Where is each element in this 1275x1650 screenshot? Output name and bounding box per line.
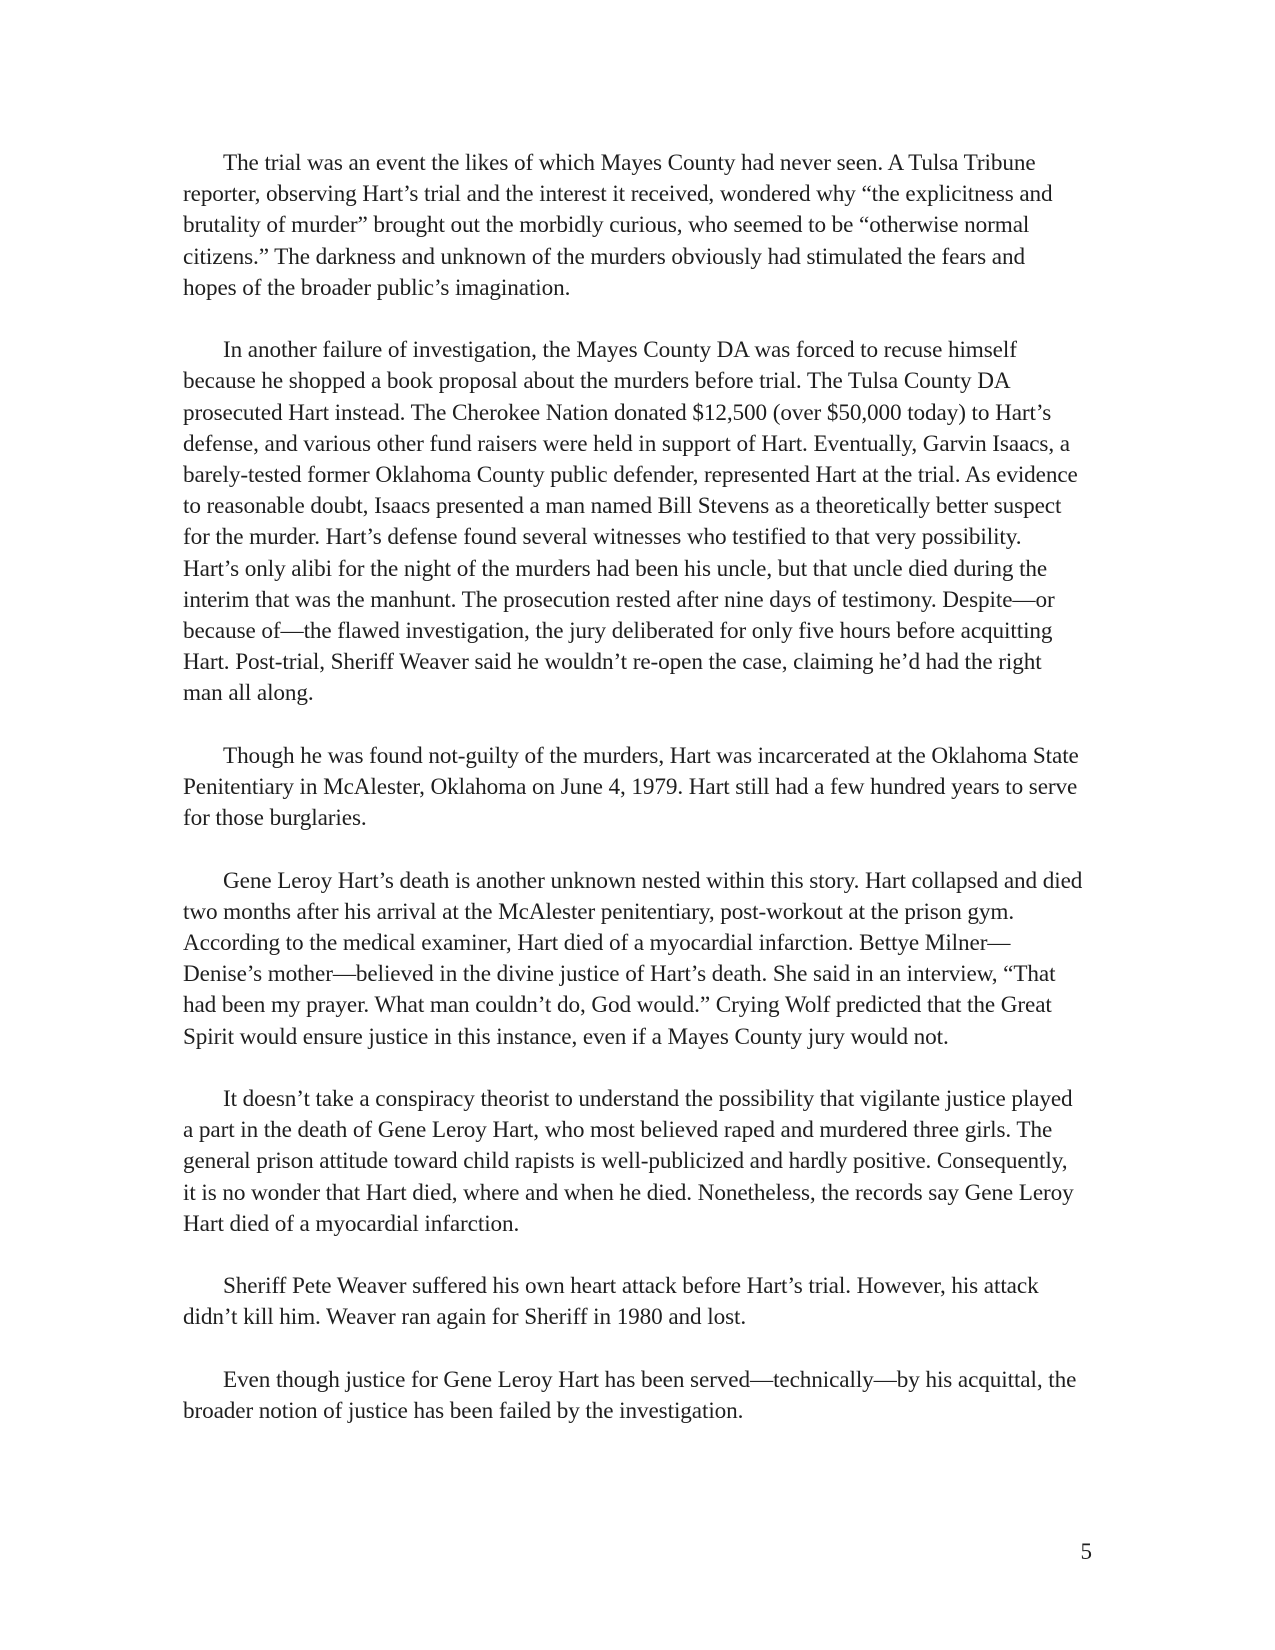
page-number: 5 xyxy=(1080,1539,1092,1564)
paragraph-sheriff-weaver: Sheriff Pete Weaver suffered his own heart attack before Hart’s trial. However, his attack didn’t kill him. Weaver ran again for Sheriff in 1980 and lost. xyxy=(183,1273,1039,1331)
paragraph-investigation-failure: In another failure of investigation, the Mayes County DA was forced to recuse himself because he shopped a book proposal about the murders before trial. The Tulsa County DA prosecuted Hart instead. The Cherokee Nation donated $12,500 (over $50,000 today) to Hart’s defense, and various other fund raisers were held in support of Hart. Eventually, Garvin Isaacs, a barely-tested former Oklahoma County public defender, represented Hart at the trial. As evidence to reasonable doubt, Isaacs presented a man named Bill Stevens as a theoretically better suspect for the murder. Hart’s defense found several witnesses who testified to that very possibility. Hart’s only alibi for the night of the murders had been his uncle, but that uncle died during the interim that was the manhunt. The prosecution rested after nine days of testimony. Despite—or because of—the flawed investigation, the jury deliberated for only five hours before acquitting Hart. Post-trial, Sheriff Weaver said he wouldn’t re-open the case, claiming he’d had the right man all along. xyxy=(183,337,1078,707)
paragraph-trial-event: The trial was an event the likes of which Mayes County had never seen. A Tulsa Tribune reporter, observing Hart’s trial and the interest it received, wondered why “the explicitness and brutality of murder” brought out the morbidly curious, who seemed to be “otherwise normal citizens.” The darkness and unknown of the murders obviously had stimulated the fears and hopes of the broader public’s imagination. xyxy=(183,150,1053,301)
paragraph-justice-conclusion: Even though justice for Gene Leroy Hart has been served—technically—by his acquittal, the broader notion of justice has been failed by the investigation. xyxy=(183,1366,1077,1425)
paragraph-hart-death: Gene Leroy Hart’s death is another unknown nested within this story. Hart collapsed and died two months after his arrival at the McAlester penitentiary, post-workout at the prison gym. According to the medical examiner, Hart died of a myocardial infarction. Bettye Milner—Denise’s mother—believed in the divine justice of Hart’s death. She said in an interview, “That had been my prayer. What man couldn’t do, God would.” Crying Wolf predicted that the Great Spirit would ensure justice in this instance, even if a Mayes County jury would not. xyxy=(183,867,1083,1050)
paragraph-incarceration: Though he was found not-guilty of the murders, Hart was incarcerated at the Oklahoma State Penitentiary in McAlester, Oklahoma on June 4, 1979. Hart still had a few hundred years to serve for those burglaries. xyxy=(183,742,1079,832)
document-body xyxy=(183,148,1083,1458)
paragraph-vigilante-justice: It doesn’t take a conspiracy theorist to understand the possibility that vigilante justice played a part in the death of Gene Leroy Hart, who most believed raped and murdered three girls. The general prison attitude toward child rapists is well-publicized and hardly positive. Consequently, it is no wonder that Hart died, where and when he died. Nonetheless, the records say Gene Leroy Hart died of a myocardial infarction. xyxy=(183,1086,1074,1237)
